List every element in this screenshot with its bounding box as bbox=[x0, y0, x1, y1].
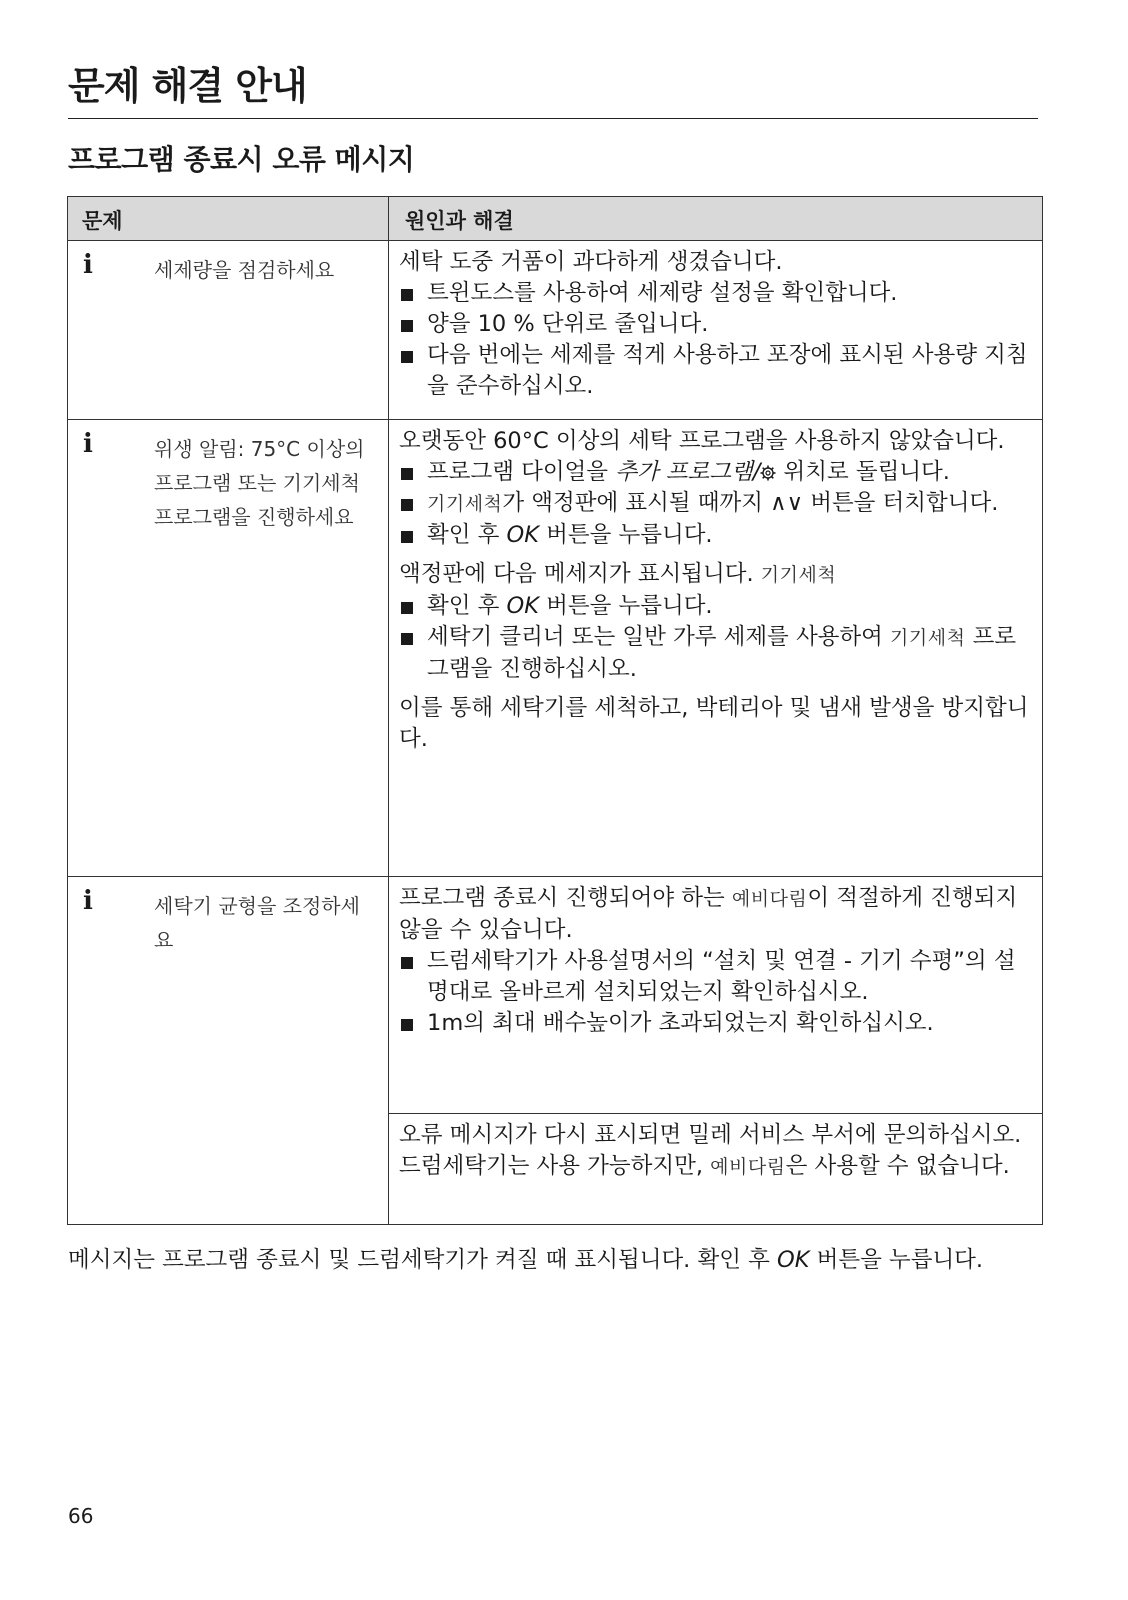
display-message-line: 액정판에 다음 메세지가 표시됩니다. 기기세척 bbox=[399, 561, 837, 587]
ok-label: OK bbox=[506, 522, 539, 548]
info-icon: i bbox=[83, 250, 93, 280]
list-item: 다음 번에는 세제를 적게 사용하고 포장에 표시된 사용량 지침을 준수하십시오. bbox=[399, 340, 1036, 402]
problem-message: 세제량을 점검하세요 bbox=[154, 258, 335, 282]
note-text: 이를 통해 세탁기를 세척하고, 박테리아 및 냄새 발생을 방지합니다. bbox=[399, 695, 1029, 752]
header-problem: 문제 bbox=[68, 197, 389, 241]
info-icon: i bbox=[83, 429, 93, 459]
list-item: 확인 후 OK 버튼을 누릅니다. bbox=[399, 591, 1036, 622]
solution-steps bbox=[399, 591, 1036, 685]
gear-icon bbox=[760, 465, 776, 481]
solution-cell bbox=[389, 420, 1043, 877]
problem-message: 세탁기 균형을 조정하세요 bbox=[154, 894, 360, 952]
service-text: 오류 메시지가 다시 표시되면 밀레 서비스 부서에 문의하십시오. 드럼세탁기는 사용 가능하지만, 예비다림은 사용할 수 없습니다. bbox=[399, 1122, 1022, 1179]
problem-cell bbox=[68, 877, 389, 1225]
list-item: 세탁기 클리너 또는 일반 가루 세제를 사용하여 기기세척 프로그램을 진행하십시오. bbox=[399, 622, 1036, 685]
list-item: 양을 10 % 단위로 줄입니다. bbox=[399, 309, 1036, 340]
solution-cell bbox=[389, 241, 1043, 420]
solution-steps bbox=[399, 457, 1036, 551]
problem-cell bbox=[68, 420, 389, 877]
solution-steps bbox=[399, 278, 1036, 402]
display-text: 기기세척 bbox=[427, 493, 503, 515]
info-icon: i bbox=[83, 886, 93, 916]
cause-text: 오랫동안 60°C 이상의 세탁 프로그램을 사용하지 않았습니다. bbox=[399, 428, 1005, 454]
table-row bbox=[68, 420, 1043, 877]
list-item: 트윈도스를 사용하여 세제량 설정을 확인합니다. bbox=[399, 278, 1036, 309]
ok-label: OK bbox=[506, 593, 539, 619]
display-text: 예비다림 bbox=[710, 1156, 786, 1178]
page-title: 문제 해결 안내 bbox=[68, 64, 307, 108]
list-item: 확인 후 OK 버튼을 누릅니다. bbox=[399, 520, 1036, 551]
ok-label: OK bbox=[777, 1247, 810, 1273]
display-text: 예비다림 bbox=[731, 888, 808, 910]
display-text: 기기세척 bbox=[760, 564, 837, 586]
title-divider bbox=[68, 118, 1038, 119]
page-number: 66 bbox=[68, 1504, 94, 1528]
list-item: 프로그램 다이얼을 추가 프로그램/ 위치로 돌립니다. bbox=[399, 457, 1036, 488]
solution-steps bbox=[399, 946, 1036, 1039]
solution-cell bbox=[389, 877, 1043, 1114]
section-title: 프로그램 종료시 오류 메시지 bbox=[68, 143, 415, 176]
solution-cell bbox=[389, 1114, 1043, 1225]
table-header-row bbox=[68, 197, 1043, 241]
header-solution: 원인과 해결 bbox=[389, 197, 1043, 241]
troubleshooting-table bbox=[67, 196, 1043, 1225]
cause-text: 세탁 도중 거품이 과다하게 생겼습니다. bbox=[399, 249, 783, 275]
list-item: 드럼세탁기가 사용설명서의 “설치 및 연결 - 기기 수평”의 설명대로 올바르게 설치되었는지 확인하십시오. bbox=[399, 946, 1036, 1008]
list-item: 1m의 최대 배수높이가 초과되었는지 확인하십시오. bbox=[399, 1008, 1036, 1039]
table-row bbox=[68, 877, 1043, 1114]
list-item: 기기세척가 액정판에 표시될 때까지 ∧∨ 버튼을 터치합니다. bbox=[399, 488, 1036, 520]
display-text: 기기세척 bbox=[890, 627, 966, 649]
problem-cell bbox=[68, 241, 389, 420]
footnote: 메시지는 프로그램 종료시 및 드럼세탁기가 켜질 때 표시됩니다. 확인 후 OK 버튼을 누릅니다. bbox=[68, 1247, 984, 1273]
problem-message: 위생 알림: 75°C 이상의 프로그램 또는 기기세척 프로그램을 진행하세요 bbox=[154, 437, 365, 529]
cause-text: 프로그램 종료시 진행되어야 하는 예비다림이 적절하게 진행되지 않을 수 있습니다. bbox=[399, 885, 1018, 943]
table-row bbox=[68, 241, 1043, 420]
